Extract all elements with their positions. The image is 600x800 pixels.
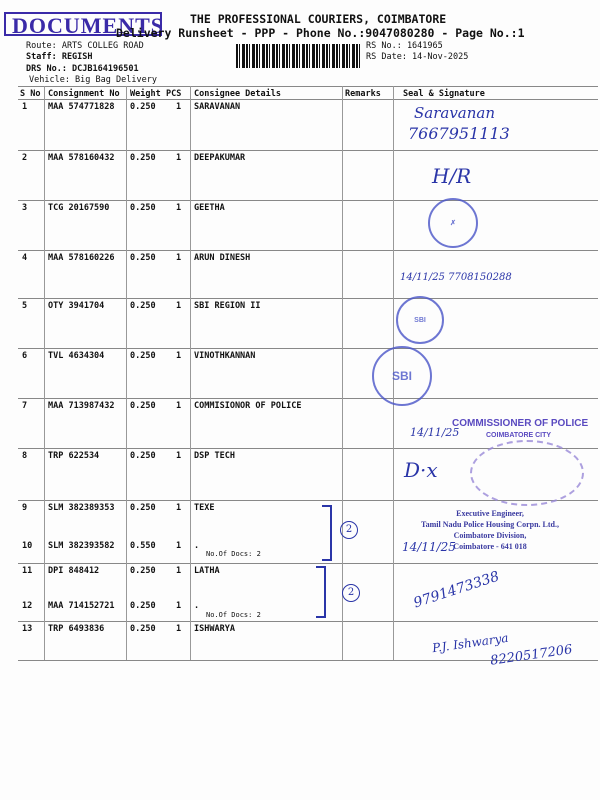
engineer-line-4: Coimbatore - 641 018 [453,542,527,551]
consignment-number: SLM 382389353 [48,503,115,513]
engineer-line-3: Coimbatore Division, [453,531,527,540]
weight: 0.250 [130,566,156,576]
serial-number: 10 [22,541,33,551]
pieces: 1 [176,203,182,213]
consignee-name: TEXE [194,503,215,513]
column-header-seal-signature: Seal & Signature [403,89,485,99]
signature-8: D·x [404,458,438,482]
column-header-consignee: Consignee Details [194,89,281,99]
weight: 0.250 [130,102,156,112]
weight: 0.250 [130,401,156,411]
row-divider [18,99,598,100]
serial-number: 4 [22,253,28,263]
weight: 0.250 [130,624,156,634]
consignment-number: TVL 4634304 [48,351,105,361]
serial-number: 7 [22,401,28,411]
runsheet-subtitle: Delivery Runsheet - PPP - Phone No.:9047080280 - Page No.:1 [116,26,525,40]
row-divider [18,150,598,151]
pieces: 1 [176,301,182,311]
phone-1: 7667951113 [408,124,510,143]
consignment-number: MAA 578160226 [48,253,115,263]
row-divider [18,250,598,251]
consignee-name: SBI REGION II [194,301,261,311]
row-divider [18,621,598,622]
column-divider [190,86,191,660]
signature-9: 14/11/25 [402,540,456,554]
column-divider [44,86,45,660]
row-divider [18,398,598,399]
serial-number: 2 [22,153,28,163]
serial-number: 12 [22,601,33,611]
pieces: 1 [176,253,182,263]
serial-number: 9 [22,503,28,513]
group-count-9-10: 2 [340,521,358,539]
bracket-11-12 [316,566,326,618]
consignee-name: . [194,541,200,551]
column-header-weight: Weight [130,89,161,99]
engineer-line-2: Tamil Nadu Police Housing Corpn. Ltd., [421,520,559,529]
weight: 0.550 [130,541,156,551]
phone-13: 8220517206 [489,642,574,669]
consignment-number: DPI 848412 [48,566,100,576]
route: Route: ARTS COLLEG ROAD [26,41,144,51]
serial-number: 5 [22,301,28,311]
pieces: 1 [176,153,182,163]
consignment-number: MAA 578160432 [48,153,115,163]
serial-number: 6 [22,351,28,361]
column-header-sno: S No [20,89,41,99]
rs-number: RS No.: 1641965 [366,41,443,51]
consignment-number: SLM 382393582 [48,541,115,551]
serial-number: 8 [22,451,28,461]
weight: 0.250 [130,351,156,361]
row-divider [18,348,598,349]
weight: 0.250 [130,253,156,263]
weight: 0.250 [130,203,156,213]
phone-11: 9791473338 [411,568,502,612]
signature-2: H/R [432,164,472,188]
vehicle: Vehicle: Big Bag Delivery [29,75,157,85]
sbi-seal-2: SBI [372,346,432,406]
pieces: 1 [176,451,182,461]
no-of-docs: No.Of Docs: 2 [206,550,261,558]
bracket-9-10 [322,505,332,561]
consignee-name: LATHA [194,566,220,576]
weight: 0.250 [130,451,156,461]
company-title: THE PROFESSIONAL COURIERS, COIMBATORE [190,12,447,26]
consignee-name: ARUN DINESH [194,253,251,263]
column-divider [126,86,127,660]
barcode [236,44,360,68]
consignee-name: ISHWARYA [194,624,235,634]
signature-7: 14/11/25 [410,426,460,439]
consignment-number: TRP 6493836 [48,624,105,634]
engineer-line-1: Executive Engineer, [456,509,524,518]
consignee-name: DEEPAKUMAR [194,153,246,163]
row-divider [18,200,598,201]
consignee-name: DSP TECH [194,451,235,461]
consignee-name: VINOTHKANNAN [194,351,256,361]
row-divider [18,86,598,87]
rs-date: RS Date: 14-Nov-2025 [366,52,469,62]
documents-stamp: DOCUMENTS [4,12,162,36]
pieces: 1 [176,624,182,634]
consignment-number: TRP 622534 [48,451,100,461]
signature-13: P.J. Ishwarya [431,630,510,656]
column-header-consignment: Consignment No [48,89,120,99]
pieces: 1 [176,401,182,411]
column-header-remarks: Remarks [345,89,381,99]
drs-number: DRS No.: DCJB164196501 [26,64,139,74]
pieces: 1 [176,601,182,611]
signature-4: 14/11/25 7708150288 [400,272,512,283]
weight: 0.250 [130,301,156,311]
weight: 0.250 [130,503,156,513]
serial-number: 11 [22,566,33,576]
pieces: 1 [176,102,182,112]
consignment-number: OTY 3941704 [48,301,105,311]
consignee-name: SARAVANAN [194,102,241,112]
weight: 0.250 [130,153,156,163]
column-header-pcs: PCS [166,89,182,99]
pieces: 1 [176,351,182,361]
serial-number: 13 [22,624,33,634]
consignment-number: MAA 714152721 [48,601,115,611]
row-divider [18,563,598,564]
consignment-number: TCG 20167590 [48,203,110,213]
consignee-name: COMMISIONOR OF POLICE [194,401,302,411]
consignment-number: MAA 713987432 [48,401,115,411]
police-round-seal [470,440,584,506]
consignee-name: . [194,601,200,611]
row-divider [18,298,598,299]
group-count-11-12: 2 [342,584,360,602]
sbi-seal-1: SBI [396,296,444,344]
police-stamp-city: COIMBATORE CITY [486,432,552,439]
serial-number: 3 [22,203,28,213]
round-seal-3: ✗ [428,198,478,248]
pieces: 1 [176,541,182,551]
pieces: 1 [176,566,182,576]
no-of-docs: No.Of Docs: 2 [206,611,261,619]
signature-1: Saravanan [414,104,496,122]
police-stamp: COMMISSIONER OF POLICE [452,418,589,429]
weight: 0.250 [130,601,156,611]
serial-number: 1 [22,102,28,112]
pieces: 1 [176,503,182,513]
consignee-name: GEETHA [194,203,225,213]
consignment-number: MAA 574771828 [48,102,115,112]
column-divider [342,86,343,660]
staff: Staff: REGISH [26,52,93,62]
